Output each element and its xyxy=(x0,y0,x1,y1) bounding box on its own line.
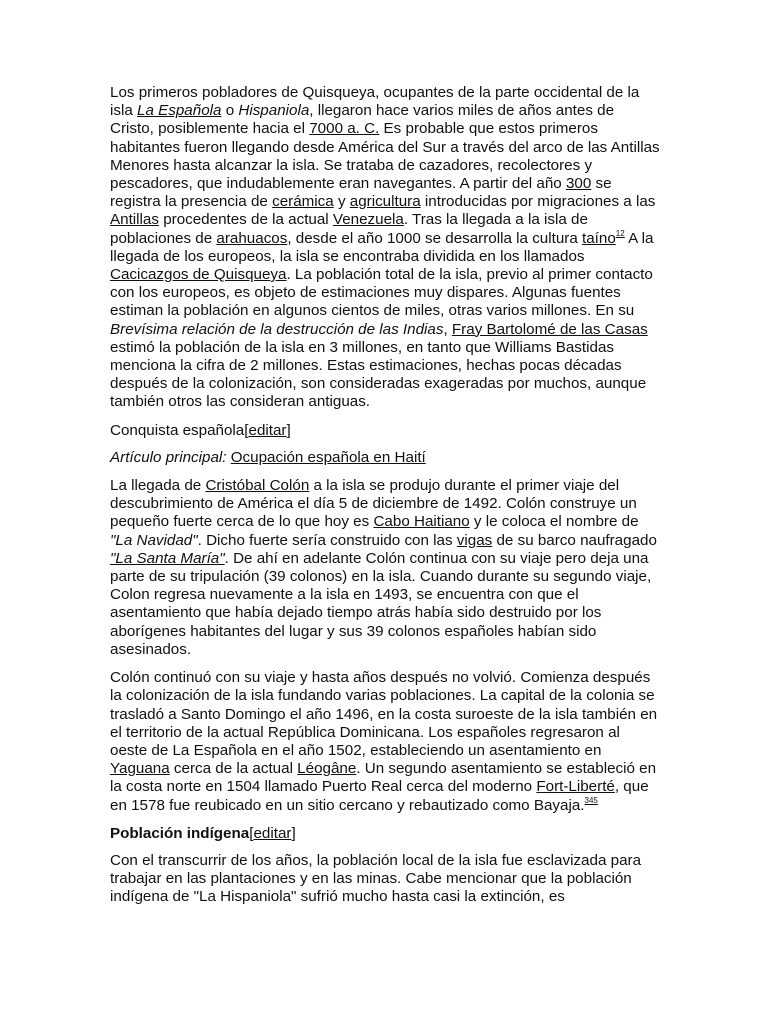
link-arahuacos[interactable]: arahuacos xyxy=(216,229,288,247)
text-run: . Un segundo asentamiento se estableció en la costa norte en 1504 llamado Puerto Real cerca del moderno xyxy=(110,760,657,796)
text-run: a la isla se produjo durante el primer viaje del descubrimiento de América el día 5 de diciembre de 1492. Colón construye un pequeño fuerte cerca de lo que hoy es xyxy=(110,477,637,531)
text-run: introducidas por migraciones a las xyxy=(420,193,656,211)
edit-link[interactable]: editar xyxy=(253,824,292,842)
text-run: o xyxy=(221,102,239,120)
text-run: Los primeros pobladores de Quisqueya, ocupantes de la parte occidental de la isla xyxy=(110,84,640,120)
section-title: Población indígena xyxy=(110,824,250,842)
text-run: . Dicho fuerte sería construido con las xyxy=(197,531,457,549)
section-heading-conquista xyxy=(110,422,661,440)
link-cacicazgos[interactable]: Cacicazgos de Quisqueya xyxy=(110,266,287,284)
text-run: Es probable que estos primeros habitantes fueron llegando desde América del Sur a través del arco de las Antillas Menores hasta alcanzar la isla. Se trataba de cazadores, recolectores y pescadores, que indudablemente eran navegantes. A partir del año xyxy=(110,120,660,193)
link-agricultura[interactable]: agricultura xyxy=(349,193,421,211)
text-run: , llegaron hace varios miles de años antes de Cristo, posiblemente hacia el xyxy=(110,102,615,138)
bracket: ] xyxy=(291,824,296,842)
text-run: y le coloca el nombre de xyxy=(469,513,639,531)
reference-12[interactable]: 12 xyxy=(615,228,625,238)
bracket: ] xyxy=(286,421,291,439)
link-cabo-haitiano[interactable]: Cabo Haitiano xyxy=(373,513,470,531)
link-venezuela[interactable]: Venezuela xyxy=(332,211,404,229)
poblacion-paragraph xyxy=(110,852,661,907)
conquista-paragraph xyxy=(110,477,661,659)
text-run: A la llegada de los europeos, la isla se encontraba dividida en los llamados xyxy=(110,229,654,265)
hispaniola-term: Hispaniola xyxy=(238,102,310,120)
text-run: La llegada de xyxy=(110,477,206,495)
la-navidad-term: "La Navidad" xyxy=(110,531,198,549)
text-run: se registra la presencia de xyxy=(110,175,612,211)
text-run: de su barco naufragado xyxy=(492,531,657,549)
link-antillas[interactable]: Antillas xyxy=(110,211,159,229)
section-title: Conquista española xyxy=(110,421,245,439)
reference-345[interactable]: 345 xyxy=(584,795,598,805)
link-ocupacion-espanola[interactable]: Ocupación española en Haití xyxy=(230,448,426,466)
colonizacion-paragraph xyxy=(110,669,661,815)
edit-link[interactable]: editar xyxy=(248,421,287,439)
link-7000-ac[interactable]: 7000 a. C. xyxy=(309,120,380,138)
text-run: . De ahí en adelante Colón continua con su viaje pero deja una parte de su tripulación (39 colonos) en la isla. Cuando durante su segundo viaje, Colon regresa nuevamente a la isla en 1493, se encuentra con que el asentamiento que había dejado tiempo atrás había sido destruido por los aborígenes habitantes del lugar y sus 39 colonos españoles habían sido asesinados. xyxy=(110,549,652,658)
section-heading-poblacion xyxy=(110,825,661,843)
text-run: . La población total de la isla, previo al primer contacto con los europeos, es objeto de estimaciones muy dispares. Algunas fuentes estiman la población en algunos cientos de miles, otras varios millones. En su xyxy=(110,266,653,320)
link-300[interactable]: 300 xyxy=(565,175,592,193)
link-cristobal-colon[interactable]: Cristóbal Colón xyxy=(205,477,310,495)
text-run: procedentes de la actual xyxy=(158,211,333,229)
link-la-espanola[interactable]: La Española xyxy=(137,102,222,120)
text-run: , desde el año 1000 se desarrolla la cultura xyxy=(287,229,583,247)
bracket: [ xyxy=(244,421,249,439)
text-run: cerca de la actual xyxy=(169,760,298,778)
text-run: Colón continuó con su viaje y hasta años después no volvió. Comienza después la colonización de la isla fundando varias poblaciones. La capital de la colonia se trasladó a Santo Domingo el año 1496, en la costa suroeste de la isla también en el territorio de la actual República Dominicana. Los españoles regresaron al oeste de La Española en el año 1502, estableciendo un asentamiento en xyxy=(110,669,658,759)
intro-paragraph xyxy=(110,84,661,412)
article-body xyxy=(110,84,661,917)
link-ceramica[interactable]: cerámica xyxy=(272,193,334,211)
link-yaguana[interactable]: Yaguana xyxy=(110,760,170,778)
text-run: , xyxy=(443,320,452,338)
text-run: estimó la población de la isla en 3 millones, en tanto que Williams Bastidas menciona la cifra de 2 millones. Estas estimaciones, hechas pocas décadas después de la colonización, son consideradas exageradas por muchos, aunque también otros las consideran antiguas. xyxy=(110,338,647,411)
link-fort-liberte[interactable]: Fort-Liberté xyxy=(536,778,615,796)
text-run: Con el transcurrir de los años, la población local de la isla fue esclavizada para trabajar en las plantaciones y en las minas. Cabe mencionar que la población indígena de "La Hispaniola" sufrió mucho hasta casi la extinción, es xyxy=(110,851,642,906)
bracket: [ xyxy=(249,824,254,842)
text-run: , que en 1578 fue reubicado en un sitio cercano y rebautizado como Bayaja. xyxy=(110,778,649,814)
link-taino[interactable]: taíno xyxy=(582,229,616,247)
book-title: Brevísima relación de la destrucción de las Indias xyxy=(110,320,444,338)
main-article-note xyxy=(110,449,661,467)
text-run: . Tras la llegada a la isla de poblaciones de xyxy=(110,211,588,247)
link-las-casas[interactable]: Fray Bartolomé de las Casas xyxy=(451,320,648,338)
link-vigas[interactable]: vigas xyxy=(456,531,493,549)
text-run: y xyxy=(333,193,350,211)
main-article-label: Artículo principal: xyxy=(110,448,227,466)
link-leogane[interactable]: Léogâne xyxy=(297,760,357,778)
link-santa-maria[interactable]: "La Santa María" xyxy=(110,549,225,567)
